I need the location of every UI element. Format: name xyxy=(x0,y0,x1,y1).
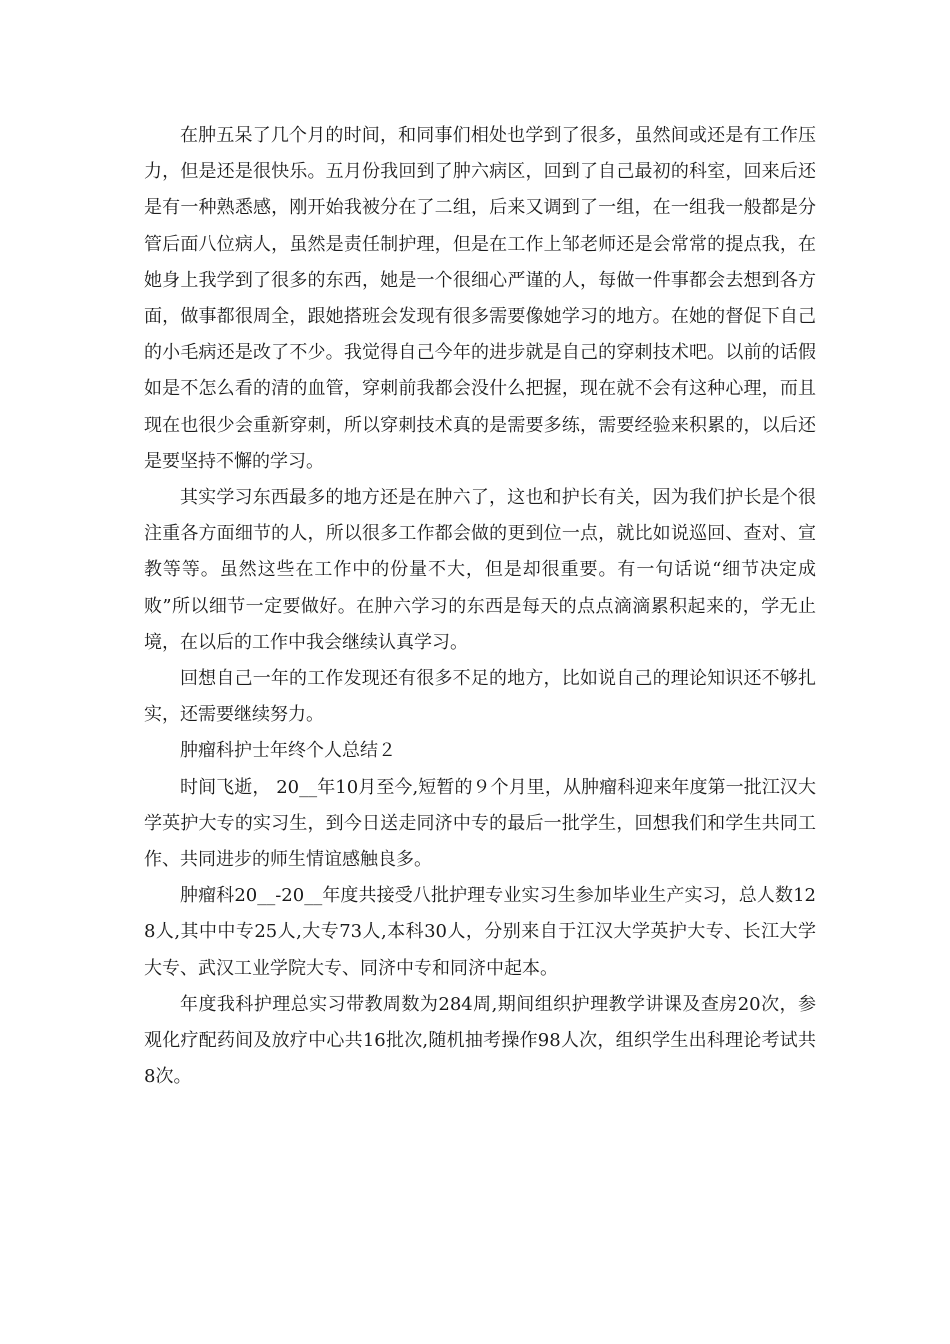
paragraph-3: 回想自己一年的工作发现还有很多不足的地方，比如说自己的理论知识还不够扎实，还需要继续努力。 xyxy=(144,668,816,726)
paragraph-4: 时间飞逝， 20__年10月至今,短暂的９个月里，从肿瘤科迎来年度第一批江汉大学英护大专的实习生，到今日送走同济中专的最后一批学生，回想我们和学生共同工作、共同进步的师生情谊感触良多。 xyxy=(144,776,816,871)
paragraph-5: 肿瘤科20__-20__年度共接受八批护理专业实习生参加毕业生产实习，总人数128人,其中中专25人,大专73人,本科30人，分别来自于江汉大学英护大专、长江大学大专、武汉工业学院大专、同济中专和同济中起本。 xyxy=(144,885,816,979)
section-heading: 肿瘤科护士年终个人总结２ xyxy=(180,740,396,762)
document-body xyxy=(144,118,816,1095)
paragraph-1: 在肿五呆了几个月的时间，和同事们相处也学到了很多，虽然间或还是有工作压力，但是还是很快乐。五月份我回到了肿六病区，回到了自己最初的科室，回来后还是有一种熟悉感，刚开始我被分在了二组，后来又调到了一组，在一组我一般都是分管后面八位病人，虽然是责任制护理，但是在工作上邹老师还是会常常的提点我，在她身上我学到了很多的东西，她是一个很细心严谨的人，每做一件事都会去想到各方面，做事都很周全，跟她搭班会发现有很多需要像她学习的地方。在她的督促下自己的小毛病还是改了不少。我觉得自己今年的进步就是自己的穿刺技术吧。以前的话假如是不怎么看的清的血管，穿刺前我都会没什么把握，现在就不会有这种心理，而且现在也很少会重新穿刺，所以穿刺技术真的是需要多练，需要经验来积累的，以后还是要坚持不懈的学习。 xyxy=(144,125,816,472)
paragraph-2: 其实学习东西最多的地方还是在肿六了，这也和护长有关，因为我们护长是个很注重各方面细节的人，所以很多工作都会做的更到位一点，就比如说巡回、查对、宣教等等。虽然这些在工作中的份量不大，但是却很重要。有一句话说“细节决定成败”所以细节一定要做好。在肿六学习的东西是每天的点点滴滴累积起来的，学无止境，在以后的工作中我会继续认真学习。 xyxy=(144,487,816,653)
paragraph-6: 年度我科护理总实习带教周数为284周,期间组织护理教学讲课及查房20次，参观化疗配药间及放疗中心共16批次,随机抽考操作98人次，组织学生出科理论考试共8次。 xyxy=(144,993,816,1088)
